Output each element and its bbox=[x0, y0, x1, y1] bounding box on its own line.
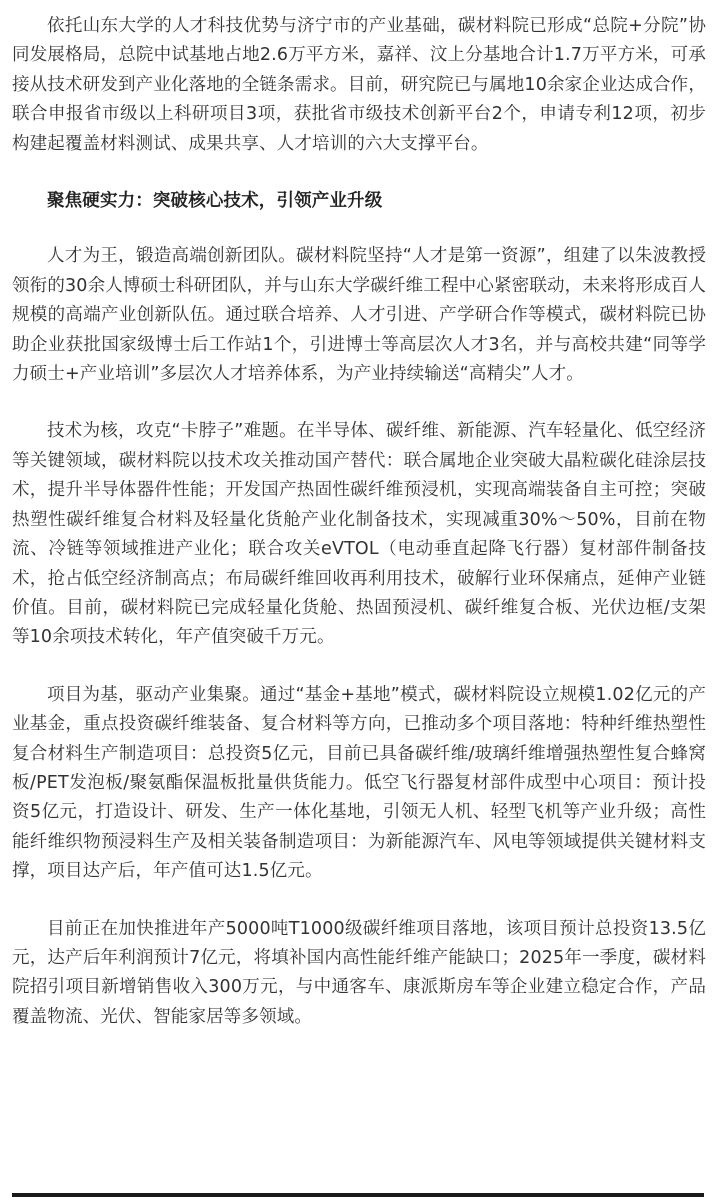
paragraph-talent: 人才为王，锻造高端创新团队。碳材料院坚持“人才是第一资源”，组建了以朱波教授领衔的30余人博硕士科研团队，并与山东大学碳纤维工程中心紧密联动，未来将形成百人规模的高端产业创新队伍。通过联合培养、人才引进、产学研合作等模式，碳材料院已协助企业获批国家级博士后工作站1个，引进博士等高层次人才3名，并与高校共建“同等学力硕士+产业培训”多层次人才培养体系，为产业持续输送“高精尖”人才。 bbox=[12, 246, 706, 385]
paragraph-technology: 技术为核，攻克“卡脖子”难题。在半导体、碳纤维、新能源、汽车轻量化、低空经济等关键领域，碳材料院以技术攻关推动国产替代：联合属地企业突破大晶粒碳化硅涂层技术，提升半导体器件性能；开发国产热固性碳纤维预浸机，实现高端装备自主可控；突破热塑性碳纤维复合材料及轻量化货舱产业化制备技术，实现减重30%～50%，目前在物流、冷链等领域推进产业化；联合攻关eVTOL（电动垂直起降飞行器）复材部件制备技术，抢占低空经济制高点；布局碳纤维回收再利用技术，破解行业环保痛点，延伸产业链价值。目前，碳材料院已完成轻量化货舱、热固预浸机、碳纤维复合板、光伏边框/支架等10余项技术转化，年产值突破千万元。 bbox=[12, 421, 706, 648]
article-body bbox=[12, 12, 706, 1032]
paragraph-platform-overview: 依托山东大学的人才科技优势与济宁市的产业基础，碳材料院已形成“总院+分院”协同发展格局，总院中试基地占地2.6万平方米，嘉祥、汶上分基地合计1.7万平方米，可承接从技术研发到产业化落地的全链条需求。目前，研究院已与属地10余家企业达成合作，联合申报省市级以上科研项目3项，获批省市级技术创新平台2个，申请专利12项，初步构建起覆盖材料测试、成果共享、人才培训的六大支撑平台。 bbox=[12, 16, 706, 154]
bottom-divider bbox=[12, 1193, 704, 1197]
section-heading: 聚焦硬实力：突破核心技术，引领产业升级 bbox=[47, 191, 383, 212]
paragraph-projects: 项目为基，驱动产业集聚。通过“基金+基地”模式，碳材料院设立规模1.02亿元的产业基金，重点投资碳纤维装备、复合材料等方向，已推动多个项目落地：特种纤维热塑性复合材料生产制造项目：总投资5亿元，目前已具备碳纤维/玻璃纤维增强热塑性复合蜂窝板/PET发泡板/聚氨酯保温板批量供货能力。低空飞行器复材部件成型中心项目：预计投资5亿元，打造设计、研发、生产一体化基地，引领无人机、轻型飞机等产业升级；高性能纤维织物预浸料生产及相关装备制造项目：为新能源汽车、风电等领域提供关键材料支撑，项目达产后，年产值可达1.5亿元。 bbox=[12, 684, 706, 882]
paragraph-current-progress: 目前正在加快推进年产5000吨T1000级碳纤维项目落地，该项目预计总投资13.5亿元，达产后年利润预计7亿元，将填补国内高性能纤维产能缺口；2025年一季度，碳材料院招引项目新增销售收入300万元，与中通客车、康派斯房车等企业建立稳定合作，产品覆盖物流、光伏、智能家居等多领域。 bbox=[12, 918, 706, 1027]
